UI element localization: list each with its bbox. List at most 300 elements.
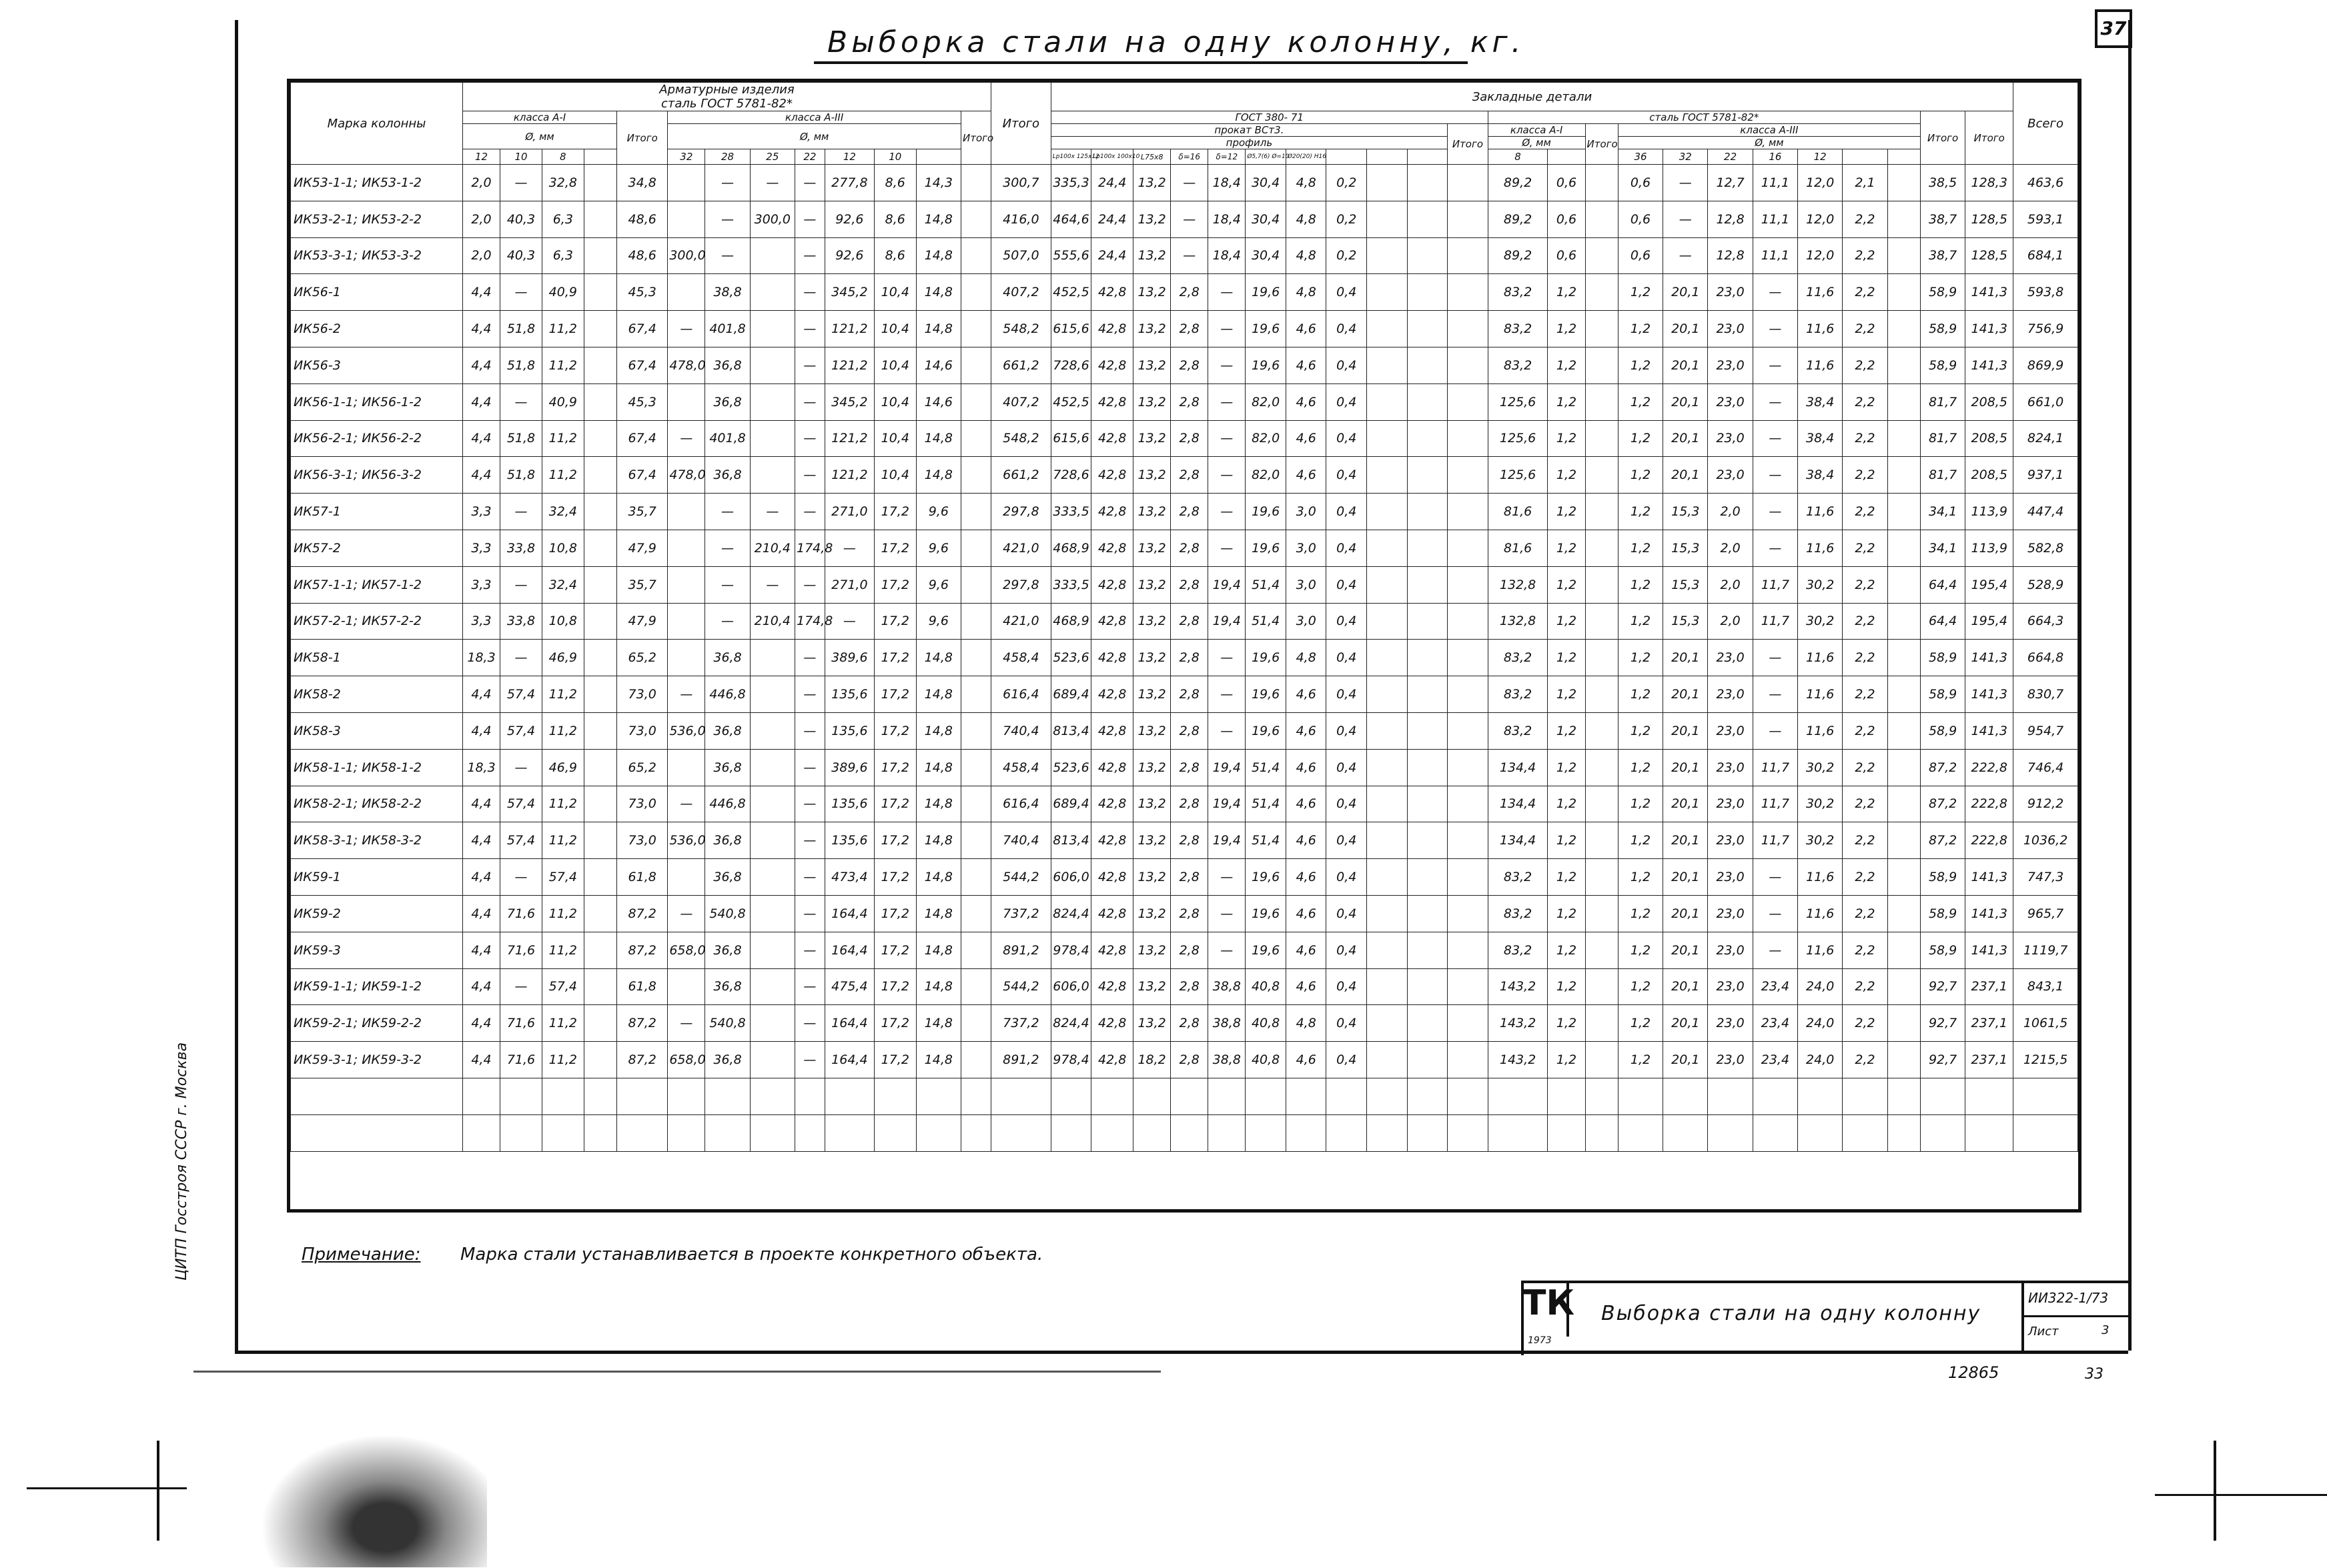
value-cell: 32,4	[542, 494, 584, 530]
value-cell	[961, 786, 991, 822]
value-cell: 67,4	[617, 457, 668, 494]
value-cell: 401,8	[705, 420, 750, 457]
value-cell: 23,0	[1708, 895, 1753, 932]
value-cell: 689,4	[1051, 676, 1091, 713]
value-cell	[1448, 1005, 1488, 1042]
value-cell: 4,6	[1286, 712, 1326, 749]
value-cell: 3,0	[1286, 530, 1326, 566]
value-cell: 81,6	[1488, 530, 1548, 566]
table-row	[291, 165, 2078, 201]
value-cell: —	[1753, 420, 1797, 457]
column-mark-cell: ИК58-3	[291, 712, 463, 749]
header-prokat-itogo: Итого	[1448, 124, 1488, 165]
value-cell: 132,8	[1488, 603, 1548, 640]
value-cell: 23,0	[1708, 749, 1753, 786]
value-cell: 14,8	[916, 859, 961, 896]
value-cell	[961, 274, 991, 311]
empty-cell	[1618, 1078, 1663, 1114]
note-label: Примечание:	[302, 1245, 421, 1265]
value-cell	[1407, 712, 1448, 749]
value-cell: 2,8	[1171, 1042, 1208, 1078]
value-cell: 4,6	[1286, 457, 1326, 494]
value-cell: 23,0	[1708, 640, 1753, 676]
value-cell: 2,8	[1171, 640, 1208, 676]
value-cell: 1,2	[1618, 383, 1663, 420]
value-cell: 2,0	[1708, 603, 1753, 640]
value-cell: 1,2	[1618, 640, 1663, 676]
value-cell: 2,2	[1843, 1042, 1887, 1078]
value-cell: 11,7	[1753, 603, 1797, 640]
value-cell: 13,2	[1133, 895, 1171, 932]
value-cell: 2,2	[1843, 932, 1887, 968]
value-cell: 2,2	[1843, 749, 1887, 786]
header-a3-dia: Ø, мм	[668, 124, 961, 149]
value-cell: —	[1753, 895, 1797, 932]
value-cell: —	[795, 274, 825, 311]
value-cell: 82,0	[1246, 420, 1286, 457]
value-cell: 113,9	[1965, 494, 2013, 530]
value-cell: 13,2	[1133, 1005, 1171, 1042]
empty-cell	[1920, 1078, 1965, 1114]
value-cell	[668, 530, 705, 566]
value-cell: 0,4	[1326, 383, 1367, 420]
drawing-frame-right	[2128, 20, 2132, 1351]
value-cell: 507,0	[991, 237, 1051, 274]
value-cell: 4,6	[1286, 347, 1326, 383]
empty-cell	[750, 1078, 795, 1114]
value-cell: 11,2	[542, 712, 584, 749]
value-cell: 2,2	[1843, 786, 1887, 822]
value-cell: 141,3	[1965, 859, 2013, 896]
value-cell: 20,1	[1663, 859, 1708, 896]
value-cell: 2,8	[1171, 786, 1208, 822]
value-cell: 141,3	[1965, 676, 2013, 713]
value-cell	[1367, 895, 1408, 932]
value-cell: 87,2	[617, 1005, 668, 1042]
value-cell: 2,8	[1171, 895, 1208, 932]
value-cell: 58,9	[1920, 640, 1965, 676]
value-cell	[961, 383, 991, 420]
value-cell: 0,4	[1326, 968, 1367, 1005]
value-cell: 11,2	[542, 420, 584, 457]
value-cell: 23,0	[1708, 274, 1753, 311]
empty-cell	[1798, 1078, 1843, 1114]
value-cell	[1448, 968, 1488, 1005]
value-cell: 164,4	[825, 895, 874, 932]
value-cell: 4,6	[1286, 676, 1326, 713]
value-cell	[1367, 822, 1408, 859]
value-cell: —	[1208, 311, 1246, 347]
value-cell: 3,0	[1286, 603, 1326, 640]
value-cell	[961, 968, 991, 1005]
table-row	[291, 274, 2078, 311]
empty-cell	[705, 1114, 750, 1151]
value-cell: 23,4	[1753, 1042, 1797, 1078]
value-cell	[961, 603, 991, 640]
value-cell: 19,6	[1246, 530, 1286, 566]
value-cell: 19,4	[1208, 749, 1246, 786]
empty-cell	[1051, 1114, 1091, 1151]
value-cell: 19,4	[1208, 786, 1246, 822]
value-cell: 14,8	[916, 712, 961, 749]
value-cell: 0,4	[1326, 457, 1367, 494]
value-cell: 14,8	[916, 968, 961, 1005]
value-cell: 824,4	[1051, 895, 1091, 932]
side-stamp: ЦИТП Госстроя СССР г. Москва	[173, 1042, 190, 1281]
value-cell: 0,6	[1548, 201, 1585, 237]
value-cell: 11,6	[1798, 274, 1843, 311]
value-cell	[1407, 347, 1448, 383]
value-cell: —	[795, 822, 825, 859]
value-cell	[1887, 676, 1920, 713]
value-cell: 14,3	[916, 165, 961, 201]
value-cell	[1367, 712, 1408, 749]
value-cell: 51,4	[1246, 566, 1286, 603]
value-cell: 38,7	[1920, 201, 1965, 237]
value-cell: 42,8	[1091, 494, 1133, 530]
value-cell: 36,8	[705, 383, 750, 420]
value-cell: 14,8	[916, 640, 961, 676]
value-cell: 33,8	[500, 603, 542, 640]
value-cell: 12,8	[1708, 237, 1753, 274]
value-cell: 3,3	[463, 603, 500, 640]
value-cell: 11,6	[1798, 676, 1843, 713]
value-cell	[1585, 566, 1618, 603]
value-cell: 2,2	[1843, 566, 1887, 603]
value-cell: 141,3	[1965, 712, 2013, 749]
value-cell	[1585, 420, 1618, 457]
value-cell	[1407, 640, 1448, 676]
value-cell: 11,6	[1798, 895, 1843, 932]
value-cell: 464,6	[1051, 201, 1091, 237]
value-cell: 30,4	[1246, 201, 1286, 237]
empty-cell	[1920, 1114, 1965, 1151]
value-cell: 416,0	[991, 201, 1051, 237]
value-cell	[584, 165, 616, 201]
value-cell: 13,2	[1133, 749, 1171, 786]
value-cell: 468,9	[1051, 530, 1091, 566]
prof-col-blank-3	[1407, 149, 1448, 165]
value-cell: 1,2	[1548, 712, 1585, 749]
value-cell: 92,6	[825, 201, 874, 237]
value-cell: 18,3	[463, 640, 500, 676]
prof-col-6: Ø5,7(6) Ø=10	[1246, 149, 1286, 165]
value-cell: 17,2	[874, 1042, 916, 1078]
value-cell: —	[668, 786, 705, 822]
header-gost380: ГОСТ 380- 71	[1051, 111, 1488, 124]
table-head	[291, 83, 2078, 165]
value-cell: 271,0	[825, 566, 874, 603]
value-cell	[750, 640, 795, 676]
header-a3-itogo: Итого	[961, 111, 991, 165]
value-cell: —	[1208, 494, 1246, 530]
value-cell: 20,1	[1663, 749, 1708, 786]
value-cell: 11,2	[542, 895, 584, 932]
value-cell: 2,2	[1843, 311, 1887, 347]
value-cell: 1,2	[1548, 1042, 1585, 1078]
empty-cell	[1133, 1114, 1171, 1151]
value-cell: 0,4	[1326, 494, 1367, 530]
value-cell	[668, 165, 705, 201]
prof-col-4: δ=16	[1171, 149, 1208, 165]
value-cell: 30,2	[1798, 822, 1843, 859]
value-cell	[1585, 640, 1618, 676]
value-cell: —	[500, 859, 542, 896]
empty-cell	[825, 1114, 874, 1151]
value-cell: 1,2	[1618, 822, 1663, 859]
value-cell: 125,6	[1488, 383, 1548, 420]
column-mark-cell: ИК56-2	[291, 311, 463, 347]
crop-mark-right-h	[2155, 1494, 2327, 1496]
value-cell: 20,1	[1663, 786, 1708, 822]
table-row	[291, 311, 2078, 347]
value-cell: 51,4	[1246, 603, 1286, 640]
value-cell: —	[795, 165, 825, 201]
table-row	[291, 347, 2078, 383]
value-cell: 23,0	[1708, 712, 1753, 749]
empty-cell	[1753, 1078, 1797, 1114]
value-cell	[584, 494, 616, 530]
value-cell: 12,8	[1708, 201, 1753, 237]
value-cell: —	[500, 274, 542, 311]
value-cell: 13,2	[1133, 676, 1171, 713]
stamp-tk: ТК	[1522, 1283, 1569, 1337]
value-cell: 36,8	[705, 859, 750, 896]
table-row	[291, 676, 2078, 713]
table-row	[291, 895, 2078, 932]
prof-col-7: Ø20(20) Н16	[1286, 149, 1326, 165]
dia-zk-a3-36: 36	[1618, 149, 1663, 165]
value-cell	[1407, 895, 1448, 932]
value-cell: 1,2	[1548, 420, 1585, 457]
value-cell	[1887, 165, 1920, 201]
value-cell: 42,8	[1091, 859, 1133, 896]
table-row	[291, 201, 2078, 237]
value-cell: —	[795, 566, 825, 603]
value-cell: 1,2	[1618, 420, 1663, 457]
value-cell	[1585, 494, 1618, 530]
value-cell: 33,8	[500, 530, 542, 566]
value-cell: 13,2	[1133, 165, 1171, 201]
empty-cell	[668, 1078, 705, 1114]
header-zk-a3-dia: Ø, мм	[1618, 137, 1920, 149]
value-cell: —	[825, 530, 874, 566]
table-row	[291, 786, 2078, 822]
prof-col-3: L75х8	[1133, 149, 1171, 165]
empty-cell	[1708, 1114, 1753, 1151]
value-cell: 6,3	[542, 201, 584, 237]
value-cell: 237,1	[1965, 1042, 2013, 1078]
value-cell: 9,6	[916, 494, 961, 530]
value-cell: —	[705, 530, 750, 566]
value-cell: 51,8	[500, 311, 542, 347]
column-mark-cell: ИК53-1-1; ИК53-1-2	[291, 165, 463, 201]
value-cell: 125,6	[1488, 457, 1548, 494]
value-cell	[584, 932, 616, 968]
value-cell: 843,1	[2013, 968, 2078, 1005]
value-cell: 38,5	[1920, 165, 1965, 201]
value-cell: 57,4	[542, 859, 584, 896]
value-cell: 10,4	[874, 274, 916, 311]
value-cell: 87,2	[617, 932, 668, 968]
value-cell	[961, 822, 991, 859]
value-cell: 38,4	[1798, 457, 1843, 494]
value-cell: 17,2	[874, 859, 916, 896]
value-cell: 17,2	[874, 494, 916, 530]
value-cell: 47,9	[617, 603, 668, 640]
value-cell	[1448, 311, 1488, 347]
value-cell	[1585, 712, 1618, 749]
value-cell: 4,6	[1286, 383, 1326, 420]
value-cell: —	[795, 968, 825, 1005]
value-cell: 11,2	[542, 311, 584, 347]
value-cell: 478,0	[668, 457, 705, 494]
value-cell: 11,6	[1798, 347, 1843, 383]
value-cell	[1585, 1042, 1618, 1078]
value-cell	[1887, 274, 1920, 311]
value-cell: 2,8	[1171, 530, 1208, 566]
empty-cell	[1663, 1114, 1708, 1151]
empty-cell	[1488, 1078, 1548, 1114]
value-cell: 17,2	[874, 968, 916, 1005]
value-cell: 38,4	[1798, 383, 1843, 420]
value-cell	[961, 347, 991, 383]
value-cell: 478,0	[668, 347, 705, 383]
value-cell: 141,3	[1965, 895, 2013, 932]
empty-cell	[1843, 1114, 1887, 1151]
value-cell: 61,8	[617, 859, 668, 896]
value-cell: —	[795, 1005, 825, 1042]
value-cell: 606,0	[1051, 859, 1091, 896]
prof-col-blank-1	[1326, 149, 1367, 165]
empty-cell	[1091, 1114, 1133, 1151]
table-row	[291, 749, 2078, 786]
value-cell: 128,5	[1965, 201, 2013, 237]
value-cell	[750, 274, 795, 311]
value-cell	[750, 311, 795, 347]
value-cell: 9,6	[916, 566, 961, 603]
value-cell	[1585, 676, 1618, 713]
value-cell: —	[795, 457, 825, 494]
value-cell: 333,5	[1051, 566, 1091, 603]
value-cell	[668, 859, 705, 896]
value-cell: 34,8	[617, 165, 668, 201]
value-cell: 2,2	[1843, 895, 1887, 932]
value-cell: 756,9	[2013, 311, 2078, 347]
value-cell: 4,6	[1286, 1042, 1326, 1078]
value-cell	[1887, 237, 1920, 274]
value-cell: 38,8	[1208, 1005, 1246, 1042]
value-cell: —	[1208, 420, 1246, 457]
value-cell: 20,1	[1663, 311, 1708, 347]
value-cell: 0,6	[1618, 237, 1663, 274]
value-cell: 4,4	[463, 822, 500, 859]
empty-cell	[991, 1078, 1051, 1114]
value-cell: 2,8	[1171, 311, 1208, 347]
value-cell: 87,2	[1920, 786, 1965, 822]
table-row	[291, 566, 2078, 603]
column-mark-cell: ИК56-1	[291, 274, 463, 311]
inventory-number: 12865	[1948, 1363, 1999, 1382]
value-cell: 81,7	[1920, 457, 1965, 494]
table-row	[291, 457, 2078, 494]
value-cell	[1448, 822, 1488, 859]
value-cell	[584, 311, 616, 347]
value-cell: 11,2	[542, 822, 584, 859]
value-cell: 30,2	[1798, 566, 1843, 603]
value-cell: 2,2	[1843, 968, 1887, 1005]
value-cell: —	[1753, 640, 1797, 676]
column-mark-cell: ИК59-3	[291, 932, 463, 968]
value-cell: 463,6	[2013, 165, 2078, 201]
value-cell: 23,0	[1708, 676, 1753, 713]
value-cell	[1887, 786, 1920, 822]
value-cell: 58,9	[1920, 676, 1965, 713]
value-cell: 1036,2	[2013, 822, 2078, 859]
value-cell: 740,4	[991, 712, 1051, 749]
value-cell: 23,0	[1708, 822, 1753, 859]
value-cell: 0,2	[1326, 165, 1367, 201]
stamp-divider	[2021, 1315, 2128, 1317]
value-cell: 222,8	[1965, 822, 2013, 859]
value-cell	[1585, 347, 1618, 383]
value-cell	[1887, 968, 1920, 1005]
value-cell: 1,2	[1548, 676, 1585, 713]
value-cell	[1407, 786, 1448, 822]
value-cell: 15,3	[1663, 566, 1708, 603]
value-cell	[1887, 420, 1920, 457]
value-cell: 664,3	[2013, 603, 2078, 640]
value-cell	[584, 603, 616, 640]
value-cell: 89,2	[1488, 237, 1548, 274]
empty-cell	[291, 1078, 463, 1114]
value-cell: 32,4	[542, 566, 584, 603]
value-cell	[1887, 566, 1920, 603]
value-cell: 67,4	[617, 311, 668, 347]
value-cell: 2,8	[1171, 494, 1208, 530]
value-cell: 523,6	[1051, 640, 1091, 676]
table-row	[291, 932, 2078, 968]
value-cell: 1,2	[1618, 274, 1663, 311]
value-cell	[1585, 237, 1618, 274]
table-row	[291, 640, 2078, 676]
value-cell: —	[1753, 383, 1797, 420]
value-cell: 11,2	[542, 347, 584, 383]
value-cell: 4,4	[463, 420, 500, 457]
value-cell: 1,2	[1618, 530, 1663, 566]
value-cell	[1887, 859, 1920, 896]
dia-a1-8: 8	[542, 149, 584, 165]
table-row	[291, 530, 2078, 566]
empty-cell	[1887, 1078, 1920, 1114]
value-cell: 42,8	[1091, 895, 1133, 932]
value-cell: 389,6	[825, 640, 874, 676]
value-cell: 869,9	[2013, 347, 2078, 383]
header-zakl: Закладные детали	[1051, 83, 2013, 111]
value-cell: 1,2	[1548, 383, 1585, 420]
value-cell: 421,0	[991, 530, 1051, 566]
value-cell: —	[1208, 895, 1246, 932]
value-cell: 24,4	[1091, 165, 1133, 201]
value-cell: 17,2	[874, 1005, 916, 1042]
value-cell: 20,1	[1663, 1005, 1708, 1042]
dia-zk-a1-8: 8	[1488, 149, 1548, 165]
value-cell: 813,4	[1051, 822, 1091, 859]
value-cell: 58,9	[1920, 712, 1965, 749]
value-cell: —	[705, 603, 750, 640]
value-cell: 4,8	[1286, 165, 1326, 201]
prof-col-2: Lр100х 100х10	[1091, 149, 1133, 165]
